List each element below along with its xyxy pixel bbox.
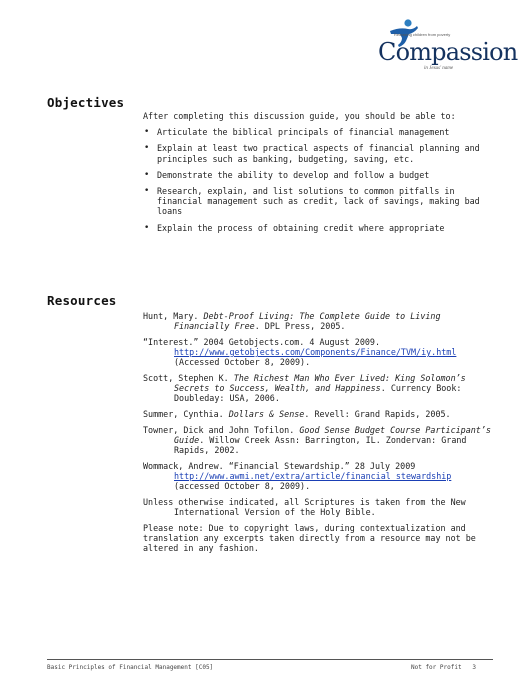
reference-link[interactable]: http://www.getobjects.com/Components/Finance/TVM/iy.html [174,347,457,358]
logo-wordmark: Compassion [378,38,518,66]
reference-entry: Hunt, Mary. Debt-Proof Living: The Complete Guide to Living Financially Free. DPL Press, 2005. [143,311,441,332]
reference-entry: “Interest.” 2004 Getobjects.com. 4 August 2009. http://www.getobjects.com/Components/Finance/TVM/iy.html (Accessed October 8, 2009). [143,336,457,368]
scripture-note: Unless otherwise indicated, all Scriptures is taken from the New International Version of the Holy Bible. [143,497,466,518]
resources-section [143,311,493,559]
reference-link[interactable]: http://www.awmi.net/extra/article/financial_stewardship [174,471,452,482]
objectives-intro: After completing this discussion guide, you should be able to: [143,111,456,121]
objectives-section [143,111,493,239]
objectives-heading: Objectives [47,95,125,110]
compassion-logo [372,18,518,72]
objectives-list [143,127,493,233]
resources-heading: Resources [47,293,117,308]
list-item: • Explain at least two practical aspects of financial planning and principles such as banking, budgeting, saving, etc. [143,143,493,163]
reference-entry: Summer, Cynthia. Dollars & Sense. Revell: Grand Rapids, 2005. [143,409,451,420]
footer-title: Basic Principles of Financial Management [C05] [47,664,214,671]
reference-entry: Scott, Stephen K. The Richest Man Who Ever Lived: King Solomon’s Secrets to Success, Wealth, and Happiness. Currency Book: Doubleday: USA, 2006. [143,373,466,404]
page-number: 3 [472,664,477,671]
footer-right [411,664,476,671]
reference-entry: Towner, Dick and John Tofilon. Good Sense Budget Course Participant’s Guide. Willow Creek Assn: Barrington, IL. Zondervan: Grand Rapids, 2002. [143,424,491,456]
footer-license: Not for Profit [411,664,462,671]
footer-divider [47,659,493,660]
list-item: • Demonstrate the ability to develop and follow a budget [143,170,493,180]
logo-subtagline: in Jesus' name [424,66,454,71]
list-item: • Articulate the biblical principals of financial management [143,127,493,137]
reference-entry: Wommack, Andrew. “Financial Stewardship.” 28 July 2009 http://www.awmi.net/extra/article/financial_stewardship (accessed October 8, 2009). [143,460,452,492]
logo-tagline: Releasing children from poverty [394,32,451,37]
copyright-note: Please note: Due to copyright laws, during contextualization and translation any excerpts taken directly from a resource may not be altered in any fashion. [143,522,476,554]
list-item: • Research, explain, and list solutions to common pitfalls in financial management such as credit, lack of savings, making bad loans [143,186,493,217]
list-item: • Explain the process of obtaining credit where appropriate [143,223,493,233]
